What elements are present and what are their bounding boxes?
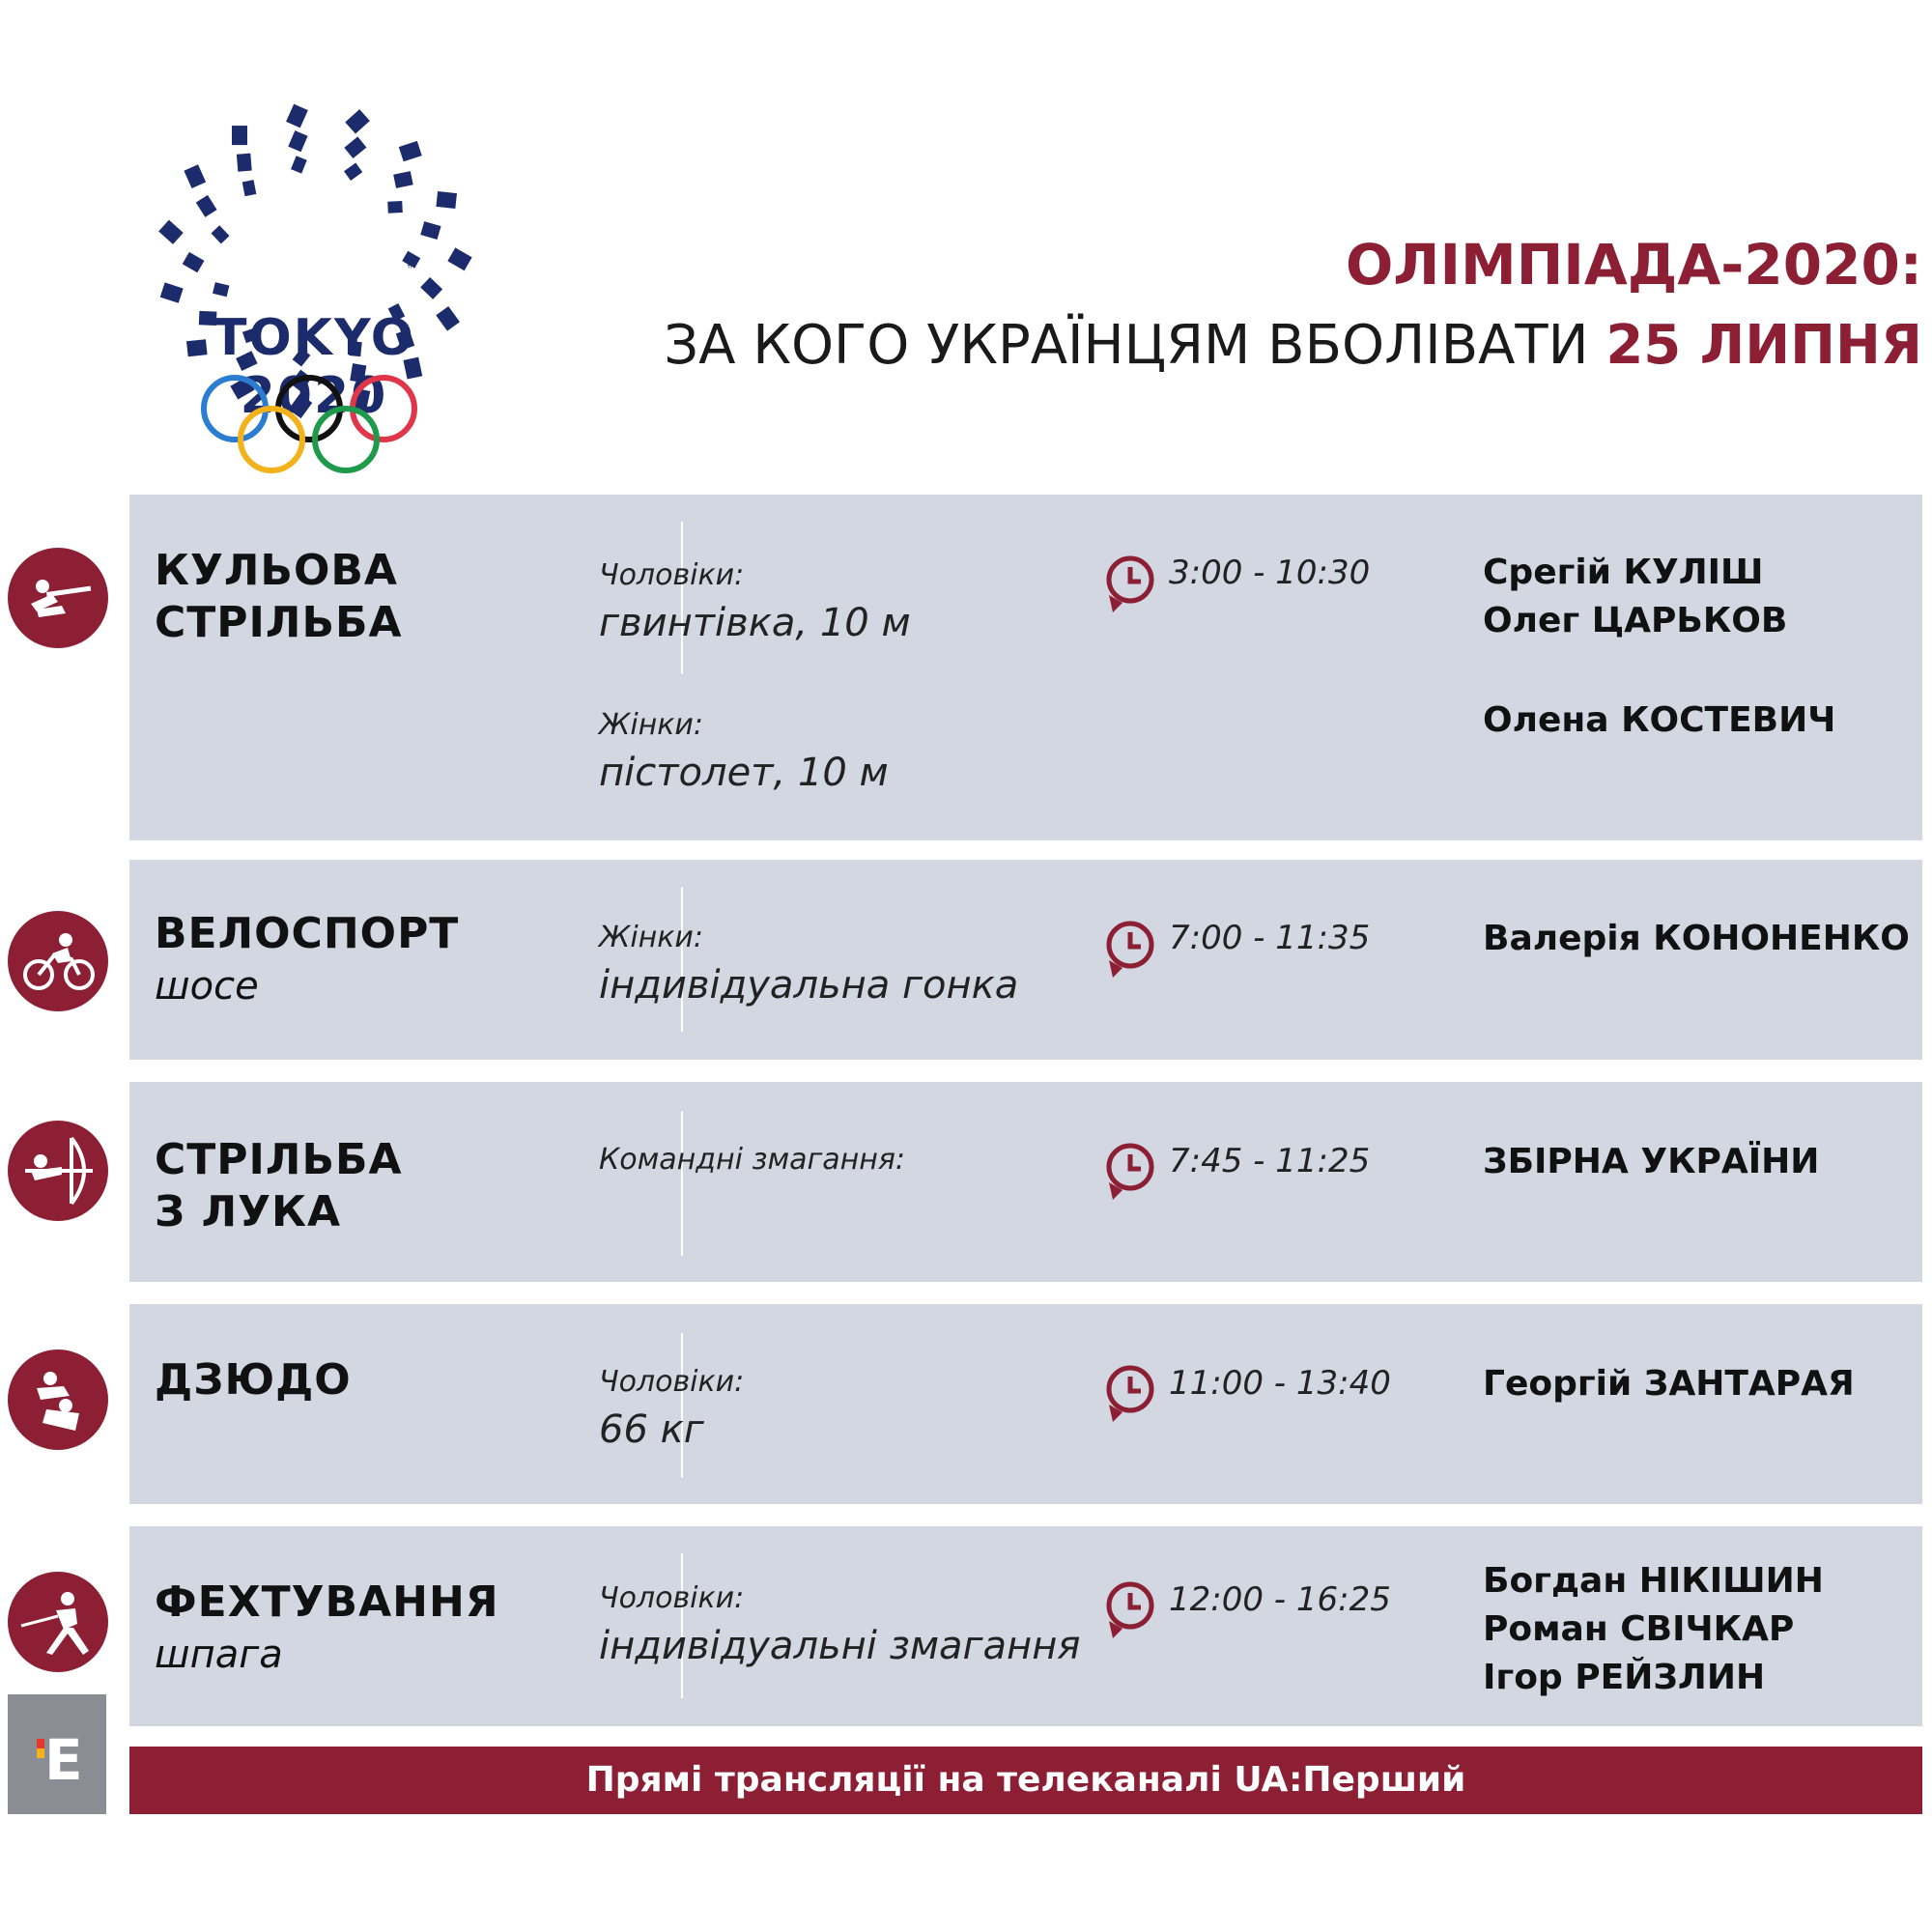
emblem-checker (196, 195, 217, 217)
athlete-name: Ігор РЕЙЗЛИН (1483, 1658, 1766, 1697)
emblem-checker (211, 225, 229, 243)
event-category: Чоловіки: (599, 1365, 745, 1399)
event-category: Чоловіки: (599, 558, 745, 592)
emblem-checker (232, 126, 247, 145)
row-divider (681, 887, 683, 1032)
emblem-checker (344, 136, 366, 158)
emblem-checker (436, 191, 457, 209)
clock-icon (1103, 918, 1157, 980)
event-category: Жінки: (599, 921, 703, 954)
tokyo-2020-wordmark: TOKYO 2020 (213, 309, 415, 425)
emblem-checker (288, 130, 307, 152)
emblem-checker (184, 164, 206, 188)
schedule-row-judo (129, 1304, 1922, 1504)
sport-name: ФЕХТУВАННЯ (155, 1577, 499, 1627)
athlete-name: Срегій КУЛІШ (1483, 553, 1764, 592)
emblem-checker (345, 109, 370, 133)
brand-logo (8, 1694, 106, 1814)
sport-name (155, 1134, 403, 1238)
sport-discipline: шпага (155, 1633, 283, 1677)
subtitle-date: 25 ЛИПНЯ (1605, 314, 1922, 377)
sport-discipline: шосе (155, 964, 259, 1009)
emblem-checker (237, 154, 252, 172)
emblem-checker (447, 247, 471, 270)
emblem-checker (160, 282, 184, 302)
emblem-checker (420, 277, 442, 299)
athlete-name: Георгій ЗАНТАРАЯ (1483, 1364, 1855, 1404)
sport-name (155, 545, 403, 649)
sport-line2: СТРІЛЬБА (155, 598, 403, 647)
event-category: Командні змагання: (599, 1143, 906, 1177)
event-time: 7:45 - 11:25 (1169, 1142, 1371, 1180)
clock-icon (1103, 1140, 1157, 1202)
sport-name: ВЕЛОСПОРТ (155, 909, 460, 958)
event-category: Жінки: (599, 708, 703, 742)
athlete-name: Олег ЦАРЬКОВ (1483, 601, 1788, 640)
cycling-icon (8, 911, 108, 1011)
sport-name: ДЗЮДО (155, 1355, 352, 1405)
event-name: 66 кг (599, 1407, 704, 1452)
row-divider (681, 1333, 683, 1478)
page-subtitle (664, 314, 1922, 377)
emblem-checker (213, 282, 229, 297)
clock-icon (1103, 1578, 1157, 1640)
emblem-checker (242, 180, 257, 196)
judo-icon (8, 1350, 108, 1450)
athlete-name: Богдан НІКІШИН (1483, 1561, 1824, 1601)
clock-icon (1103, 553, 1157, 614)
event-time: 3:00 - 10:30 (1169, 554, 1371, 592)
athlete-name: Олена КОСТЕВИЧ (1483, 700, 1836, 740)
event-name: гвинтівка, 10 м (599, 601, 911, 645)
event-name: індивідуальні змагання (599, 1624, 1081, 1668)
brand-letter: E (44, 1727, 83, 1793)
event-time: 12:00 - 16:25 (1169, 1580, 1391, 1619)
athlete-name: Валерія КОНОНЕНКО (1483, 919, 1910, 958)
event-category: Чоловіки: (599, 1581, 745, 1615)
event-time: 11:00 - 13:40 (1169, 1364, 1391, 1403)
row-divider (681, 1111, 683, 1256)
page-title: ОЛІМПІАДА-2020: (1345, 232, 1922, 298)
sport-line2: З ЛУКА (155, 1187, 342, 1236)
olympic-rings-icon (198, 372, 420, 478)
emblem-checker (158, 220, 184, 244)
archery-icon (8, 1121, 108, 1221)
sport-line1: СТРІЛЬБА (155, 1135, 403, 1184)
emblem-checker (387, 201, 403, 213)
emblem-checker (393, 171, 413, 188)
athlete-name: ЗБІРНА УКРАЇНИ (1483, 1142, 1820, 1181)
emblem-checker (399, 141, 422, 161)
event-name: індивідуальна гонка (599, 963, 1019, 1008)
clock-icon (1103, 1362, 1157, 1424)
emblem-checker (291, 156, 307, 173)
subtitle-text: ЗА КОГО УКРАЇНЦЯМ ВБОЛІВАТИ (664, 314, 1606, 377)
event-name: пістолет, 10 м (599, 751, 889, 795)
athlete-name: Роман СВІЧКАР (1483, 1609, 1795, 1649)
fencing-icon (8, 1572, 108, 1672)
shooting-icon (8, 548, 108, 648)
footer-banner: Прямі трансляції на телеканалі UA:Перший (129, 1747, 1922, 1814)
emblem-checker (420, 221, 440, 240)
emblem-checker (286, 104, 308, 128)
trademark-mark: ™ (406, 263, 417, 276)
emblem-checker (183, 252, 205, 272)
row-divider (681, 522, 683, 674)
event-time: 7:00 - 11:35 (1169, 919, 1371, 957)
emblem-checker (344, 163, 362, 181)
sport-line1: КУЛЬОВА (155, 546, 398, 595)
